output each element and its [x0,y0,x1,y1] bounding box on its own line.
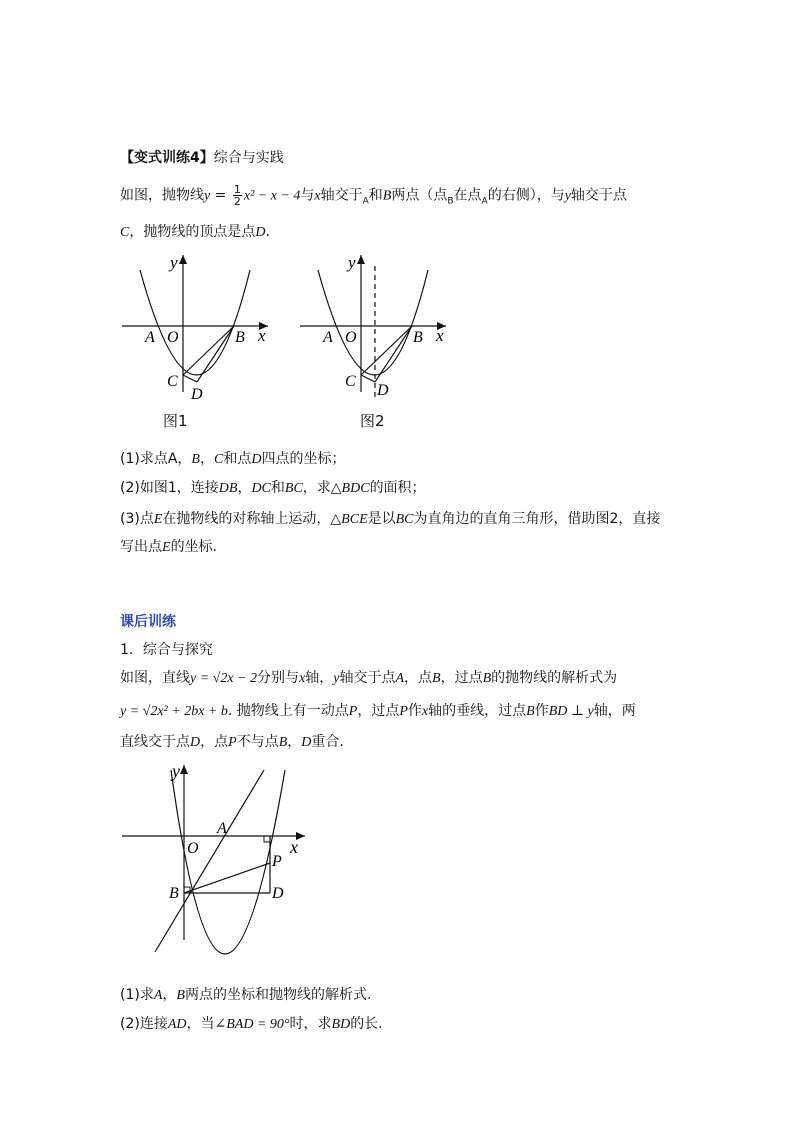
segment-CB [183,326,234,375]
segment-BD: BD [331,1017,351,1032]
line-AB [155,770,264,952]
text: 的长. [350,1016,383,1032]
comma: ， [237,480,252,496]
text: 时，求 [289,1016,332,1032]
s2-question-2 [120,1014,383,1035]
label-A: A [323,329,333,346]
text: ，过点 [440,670,483,686]
label-x: x [258,326,266,345]
text: 轴交于点 [339,670,396,686]
frac-den: 2 [233,195,241,208]
text: 如图，直线 [120,670,190,686]
triangle-BCE: △BCE [330,512,368,527]
point-B: B [447,196,454,207]
text: 轴交于 [320,187,363,204]
parabola [140,270,250,375]
text: 和点 [223,451,252,467]
label-x: x [290,837,298,857]
text: ，点 [404,670,433,686]
label-x: x [436,326,444,345]
segment-CD [183,375,197,382]
text: 直线交于点 [120,734,190,750]
point-D: D [301,735,312,750]
text: 四点的坐标； [261,451,346,467]
point-B: B [382,188,392,204]
section-2-title: 课后训练 [120,614,176,630]
item-title: 1．综合与探究 [120,642,213,658]
text: 轴，两 [593,703,636,719]
point-A: A [362,196,369,207]
label-A: A [217,820,227,837]
line-equation: y = √2x − 2 [190,671,258,686]
question-2 [120,478,426,499]
label-y: y [348,253,356,272]
heading-bracket: 【变式训练4】 [120,150,214,166]
label-D: D [191,386,203,403]
y-arrow [357,255,365,264]
triangle-BDC: △BDC [330,481,370,496]
text: 两点的坐标和抛物线的解析式. [184,987,372,1003]
var-y: y [333,671,340,686]
point-P: P [399,704,408,719]
text: 和 [368,187,383,204]
text: 两点（点 [391,187,448,204]
text: 的面积； [369,480,426,496]
var-x: x [314,188,321,204]
var-x: x [421,704,429,719]
label-B: B [235,329,245,346]
point-E: E [153,512,163,527]
segment-CD [361,375,375,382]
q-num: (2) [120,480,140,496]
s2-question-1 [120,985,371,1006]
text: ，求 [302,480,331,496]
label-C: C [167,373,178,390]
segment-DB [197,326,234,382]
intro-line-1 [120,184,627,211]
segment-BC: BC [284,481,303,496]
figure-1 [115,250,275,403]
text: 连接 [139,1016,168,1032]
point-P: P [348,704,358,719]
intro-line-2 [120,222,270,243]
comma: ， [177,451,192,467]
text: 点 [139,511,154,527]
figure-2-caption: 图2 [360,412,385,430]
text: 是以 [367,511,396,527]
segment-DB: DB [218,481,238,496]
angle-BAD: ∠BAD = 90° [214,1017,290,1032]
point-B: B [526,704,535,719]
point-C: C [120,225,130,240]
question-3-cont [120,537,217,558]
text: 和 [270,480,285,496]
figure-2 [295,250,455,400]
label-B: B [169,885,179,902]
point-D: D [190,735,201,750]
segment-AD: AD [167,1017,187,1032]
s2-paragraph-1 [120,668,617,689]
text: 不与点 [236,734,279,750]
label-O: O [167,329,179,346]
text: 重合. [311,734,344,750]
segment-BC: BC [395,512,414,527]
text: 如图1，连接 [139,480,219,496]
text: 与 [300,187,315,204]
label-y: y [170,253,178,272]
text: 在点 [453,187,482,204]
parabola [171,770,285,954]
text: ，过点 [357,703,400,719]
label-O: O [187,840,199,857]
segment-BP [184,863,270,893]
point-B: B [482,671,492,686]
label-B: B [413,329,423,346]
label-P: P [272,853,282,870]
text: ，当 [186,1016,215,1032]
point-E: E [162,540,171,555]
point-A: A [481,196,488,207]
point-B: B [191,452,200,467]
text: 求点 [139,451,168,467]
q-num: (3) [120,511,140,527]
var-x: x [299,671,306,686]
text: 分别与 [257,670,300,686]
text: . [265,224,270,240]
q-num: (2) [120,1016,140,1032]
q-num: (1) [120,987,140,1003]
point-C: C [213,452,224,467]
equation-rest: x² − x − 4 [243,188,301,204]
point-D: D [255,225,266,240]
question-1 [120,449,345,470]
label-A: A [145,329,155,346]
point-A: A [167,451,178,467]
heading-text: 综合与实践 [213,150,284,166]
segment-DC: DC [251,481,271,496]
point-P: P [228,735,237,750]
figure-3 [115,755,325,975]
equals: = [210,187,231,204]
q-num: (1) [120,451,140,467]
figure-1-caption: 图1 [163,412,188,430]
point-A: A [395,671,405,686]
text: 的抛物线的解析式为 [491,670,618,686]
y-arrow [179,255,187,264]
text: 作 [407,703,422,719]
text: 如图，抛物线 [120,187,204,204]
text: 为直角边的直角三角形，借助图2，直接 [413,511,661,527]
label-O: O [345,329,357,346]
segment-DB [375,326,412,382]
text: ，抛物线的顶点是点 [129,224,256,240]
text: 写出点 [120,539,162,555]
parabola [318,270,428,375]
text: 轴， [305,670,334,686]
section-heading [120,148,284,168]
label-C: C [345,373,356,390]
segment-CB [361,326,412,375]
text: ，点 [200,734,229,750]
point-B: B [176,988,185,1003]
label-D: D [272,885,284,902]
s2-paragraph-2 [120,701,636,722]
perpendicular-BD: BD ⊥ y [548,704,594,719]
text: 轴交于点 [570,187,627,204]
label-y: y [172,761,180,781]
text: 的右侧），与 [487,187,565,204]
comma: ， [199,451,214,467]
frac-num: 1 [233,183,241,196]
text: 的坐标. [170,539,218,555]
text: 求 [139,987,154,1003]
var-y: y [204,188,211,204]
point-B: B [278,735,288,750]
point-D: D [251,452,262,467]
s2-paragraph-3 [120,732,344,753]
var-y: y [564,188,571,204]
text: 作 [534,703,549,719]
y-arrow [180,765,188,774]
text: 在抛物线的对称轴上运动， [162,511,331,527]
text: 轴的垂线，过点 [428,703,527,719]
parabola-equation: y = √2x² + 2bx + b [120,704,228,719]
right-angle-mark-top [264,836,270,842]
comma: ， [162,987,177,1003]
text: ， [287,734,302,750]
fraction [233,184,242,207]
question-3 [120,509,660,530]
point-B: B [432,671,441,686]
text: . 抛物线上有一动点 [227,703,349,719]
point-A: A [153,988,163,1003]
label-D: D [377,382,389,399]
